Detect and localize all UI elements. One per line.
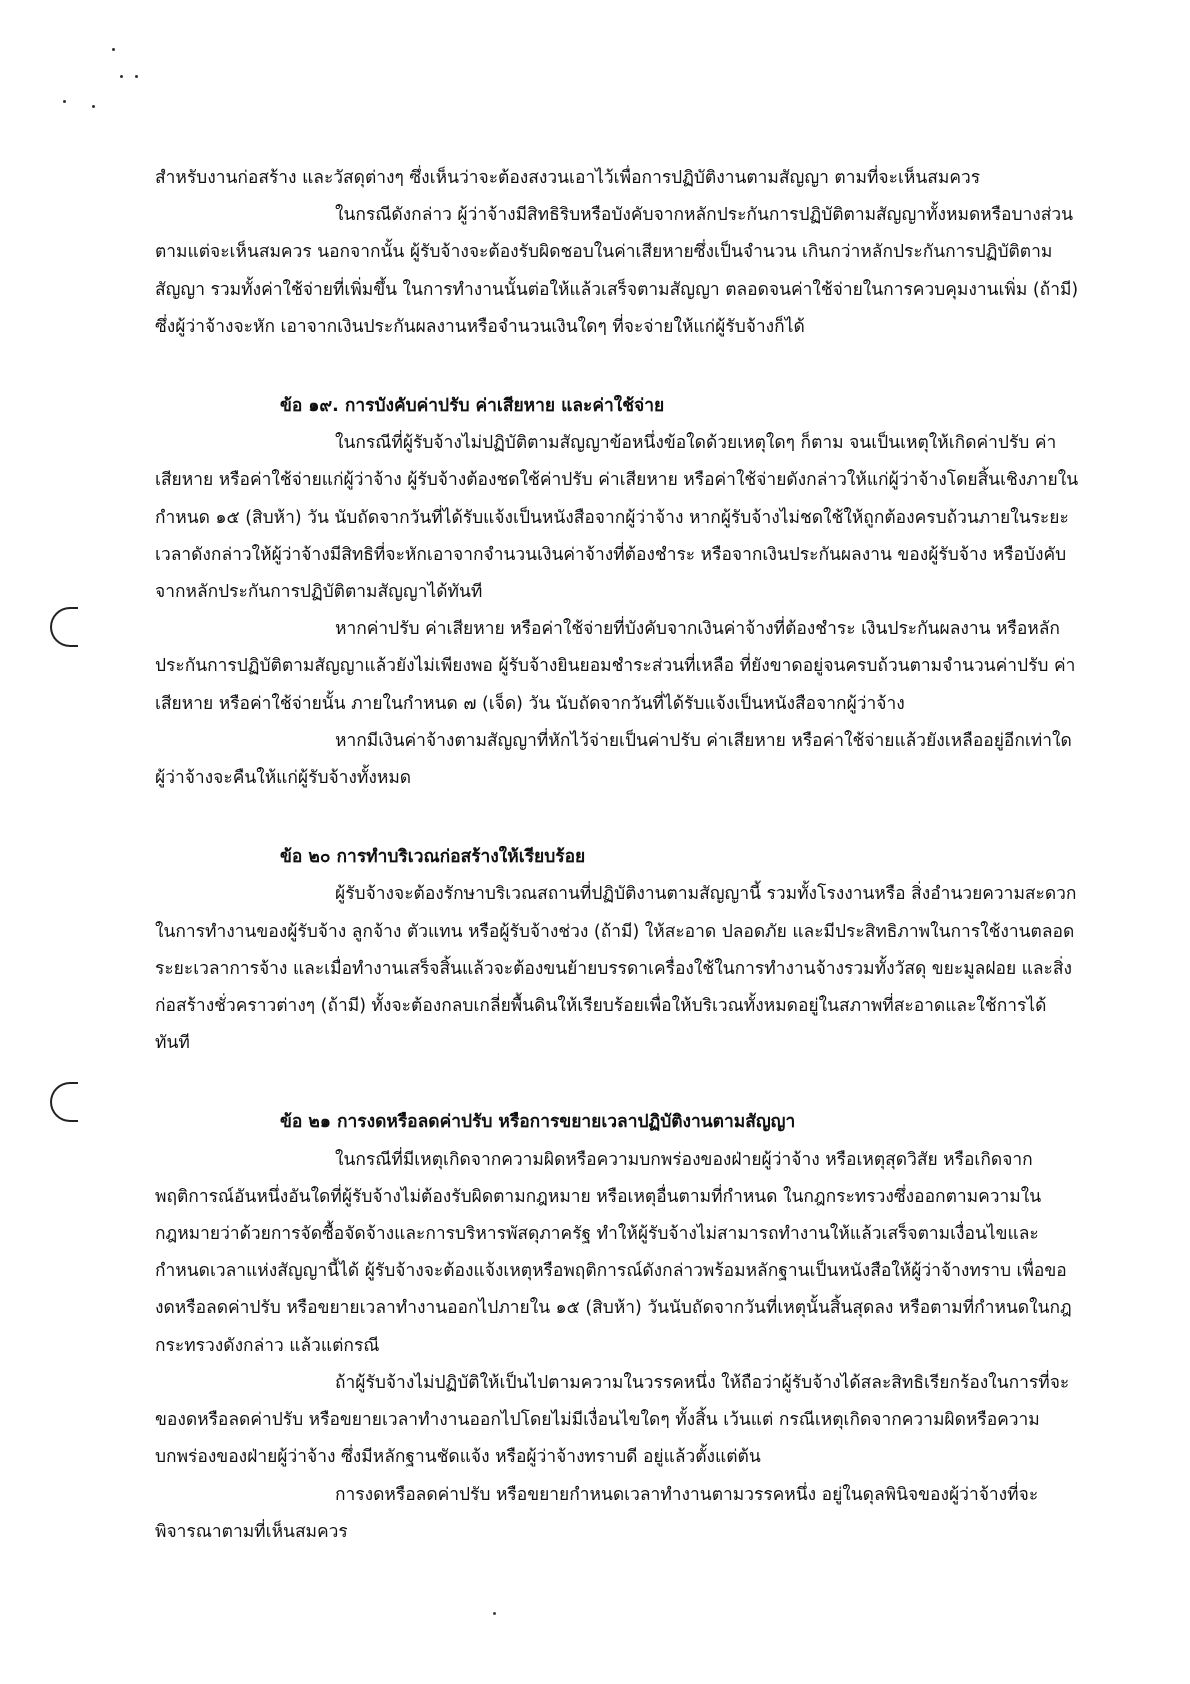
section-paragraph: ถ้าผู้รับจ้างไม่ปฏิบัติให้เป็นไปตามความในวรรคหนึ่ง ให้ถือว่าผู้รับจ้างได้สละสิทธิเรียกร้องในการที่จะของดหรือลดค่าปรับ หรือขยายเวลาทำงานออกไปโดยไม่มีเงื่อนไขใดๆ ทั้งสิ้น เว้นแต่ กรณีเหตุเกิดจากความผิดหรือความบกพร่องของฝ่ายผู้ว่าจ้าง ซึ่งมีหลักฐานชัดแจ้ง หรือผู้ว่าจ้างทราบดี อยู่แล้วตั้งแต่ต้น [155,1372,1070,1468]
intro-paragraph: สำหรับงานก่อสร้าง และวัสดุต่างๆ ซึ่งเห็นว่าจะต้องสงวนเอาไว้เพื่อการปฏิบัติงานตามสัญญา ตามที่จะเห็นสมควร [155,168,981,188]
scan-speck [92,105,95,108]
section-paragraph: หากค่าปรับ ค่าเสียหาย หรือค่าใช้จ่ายที่บังคับจากเงินค่าจ้างที่ต้องชำระ เงินประกันผลงาน หรือหลักประกันการปฏิบัติตามสัญญาแล้วยังไม่เพียงพอ ผู้รับจ้างยินยอมชำระส่วนที่เหลือ ที่ยังขาดอยู่จนครบถ้วนตามจำนวนค่าปรับ ค่าเสียหาย หรือค่าใช้จ่ายนั้น ภายในกำหนด ๗ (เจ็ด) วัน นับถัดจากวันที่ได้รับแจ้งเป็นหนังสือจากผู้ว่าจ้าง [155,619,1076,714]
section-paragraph: หากมีเงินค่าจ้างตามสัญญาที่หักไว้จ่ายเป็นค่าปรับ ค่าเสียหาย หรือค่าใช้จ่ายแล้วยังเหลืออยู่อีกเท่าใด ผู้ว่าจ้างจะคืนให้แก่ผู้รับจ้างทั้งหมด [155,730,1072,789]
section-heading-21: ข้อ ๒๑ การงดหรือลดค่าปรับ หรือการขยายเวลาปฏิบัติงานตามสัญญา [280,1112,796,1133]
scan-speck [493,1612,496,1615]
document-body [155,160,1080,1551]
section-heading-20: ข้อ ๒๐ การทำบริเวณก่อสร้างให้เรียบร้อย [280,847,586,868]
section-paragraph: ในกรณีที่มีเหตุเกิดจากความผิดหรือความบกพร่องของฝ่ายผู้ว่าจ้าง หรือเหตุสุดวิสัย หรือเกิดจากพฤติการณ์อันหนึ่งอันใดที่ผู้รับจ้างไม่ต้องรับผิดตามกฎหมาย หรือเหตุอื่นตามที่กำหนด ในกฎกระทรวงซึ่งออกตามความในกฎหมายว่าด้วยการจัดซื้อจัดจ้างและการบริหารพัสดุภาครัฐ ทำให้ผู้รับจ้างไม่สามารถทำงานให้แล้วเสร็จตามเงื่อนไขและกำหนดเวลาแห่งสัญญานี้ได้ ผู้รับจ้างจะต้องแจ้งเหตุหรือพฤติการณ์ดังกล่าวพร้อมหลักฐานเป็นหนังสือให้ผู้ว่าจ้างทราบ เพื่อของดหรือลดค่าปรับ หรือขยายเวลาทำงานออกไปภายใน ๑๕ (สิบห้า) วันนับถัดจากวันที่เหตุนั้นสิ้นสุดลง หรือตามที่กำหนดในกฎกระทรวงดังกล่าว แล้วแต่กรณี [155,1149,1072,1356]
punch-hole-mark [50,1082,78,1122]
punch-hole-mark [50,607,78,647]
section-paragraph: ผู้รับจ้างจะต้องรักษาบริเวณสถานที่ปฏิบัติงานตามสัญญานี้ รวมทั้งโรงงานหรือ สิ่งอำนวยความสะดวกในการทำงานของผู้รับจ้าง ลูกจ้าง ตัวแทน หรือผู้รับจ้างช่วง (ถ้ามี) ให้สะอาด ปลอดภัย และมีประสิทธิภาพในการใช้งานตลอดระยะเวลาการจ้าง และเมื่อทำงานเสร็จสิ้นแล้วจะต้องขนย้ายบรรดาเครื่องใช้ในการทำงานจ้างรวมทั้งวัสดุ ขยะมูลฝอย และสิ่งก่อสร้างชั่วคราวต่างๆ (ถ้ามี) ทั้งจะต้องกลบเกลี่ยพื้นดินให้เรียบร้อยเพื่อให้บริเวณทั้งหมดอยู่ในสภาพที่สะอาดและใช้การได้ทันที [155,884,1077,1054]
section-paragraph: ในกรณีที่ผู้รับจ้างไม่ปฏิบัติตามสัญญาข้อหนึ่งข้อใดด้วยเหตุใดๆ ก็ตาม จนเป็นเหตุให้เกิดค่าปรับ ค่าเสียหาย หรือค่าใช้จ่ายแก่ผู้ว่าจ้าง ผู้รับจ้างต้องชดใช้ค่าปรับ ค่าเสียหาย หรือค่าใช้จ่ายดังกล่าวให้แก่ผู้ว่าจ้างโดยสิ้นเชิงภายในกำหนด ๑๕ (สิบห้า) วัน นับถัดจากวันที่ได้รับแจ้งเป็นหนังสือจากผู้ว่าจ้าง หากผู้รับจ้างไม่ชดใช้ให้ถูกต้องครบถ้วนภายในระยะเวลาดังกล่าวให้ผู้ว่าจ้างมีสิทธิที่จะหักเอาจากจำนวนเงินค่าจ้างที่ต้องชำระ หรือจากเงินประกันผลงาน ของผู้รับจ้าง หรือบังคับจากหลักประกันการปฏิบัติตามสัญญาได้ทันที [155,433,1079,603]
section-paragraph: การงดหรือลดค่าปรับ หรือขยายกำหนดเวลาทำงานตามวรรคหนึ่ง อยู่ในดุลพินิจของผู้ว่าจ้างที่จะพิจารณาตามที่เห็นสมควร [155,1484,1039,1542]
scan-speck [135,75,138,78]
intro-paragraph: ในกรณีดังกล่าว ผู้ว่าจ้างมีสิทธิริบหรือบังคับจากหลักประกันการปฏิบัติตามสัญญาทั้งหมดหรือบางส่วน ตามแต่จะเห็นสมควร นอกจากนั้น ผู้รับจ้างจะต้องรับผิดชอบในค่าเสียหายซึ่งเป็นจำนวน เกินกว่าหลักประกันการปฏิบัติตามสัญญา รวมทั้งค่าใช้จ่ายที่เพิ่มขึ้น ในการทำงานนั้นต่อให้แล้วเสร็จตามสัญญา ตลอดจนค่าใช้จ่ายในการควบคุมงานเพิ่ม (ถ้ามี) ซึ่งผู้ว่าจ้างจะหัก เอาจากเงินประกันผลงานหรือจำนวนเงินใดๆ ที่จะจ่ายให้แก่ผู้รับจ้างก็ได้ [155,205,1079,337]
scan-speck [120,75,123,78]
scan-speck [63,100,66,103]
scan-speck [112,48,115,51]
section-heading-19: ข้อ ๑๙. การบังคับค่าปรับ ค่าเสียหาย และค่าใช้จ่าย [280,396,665,417]
